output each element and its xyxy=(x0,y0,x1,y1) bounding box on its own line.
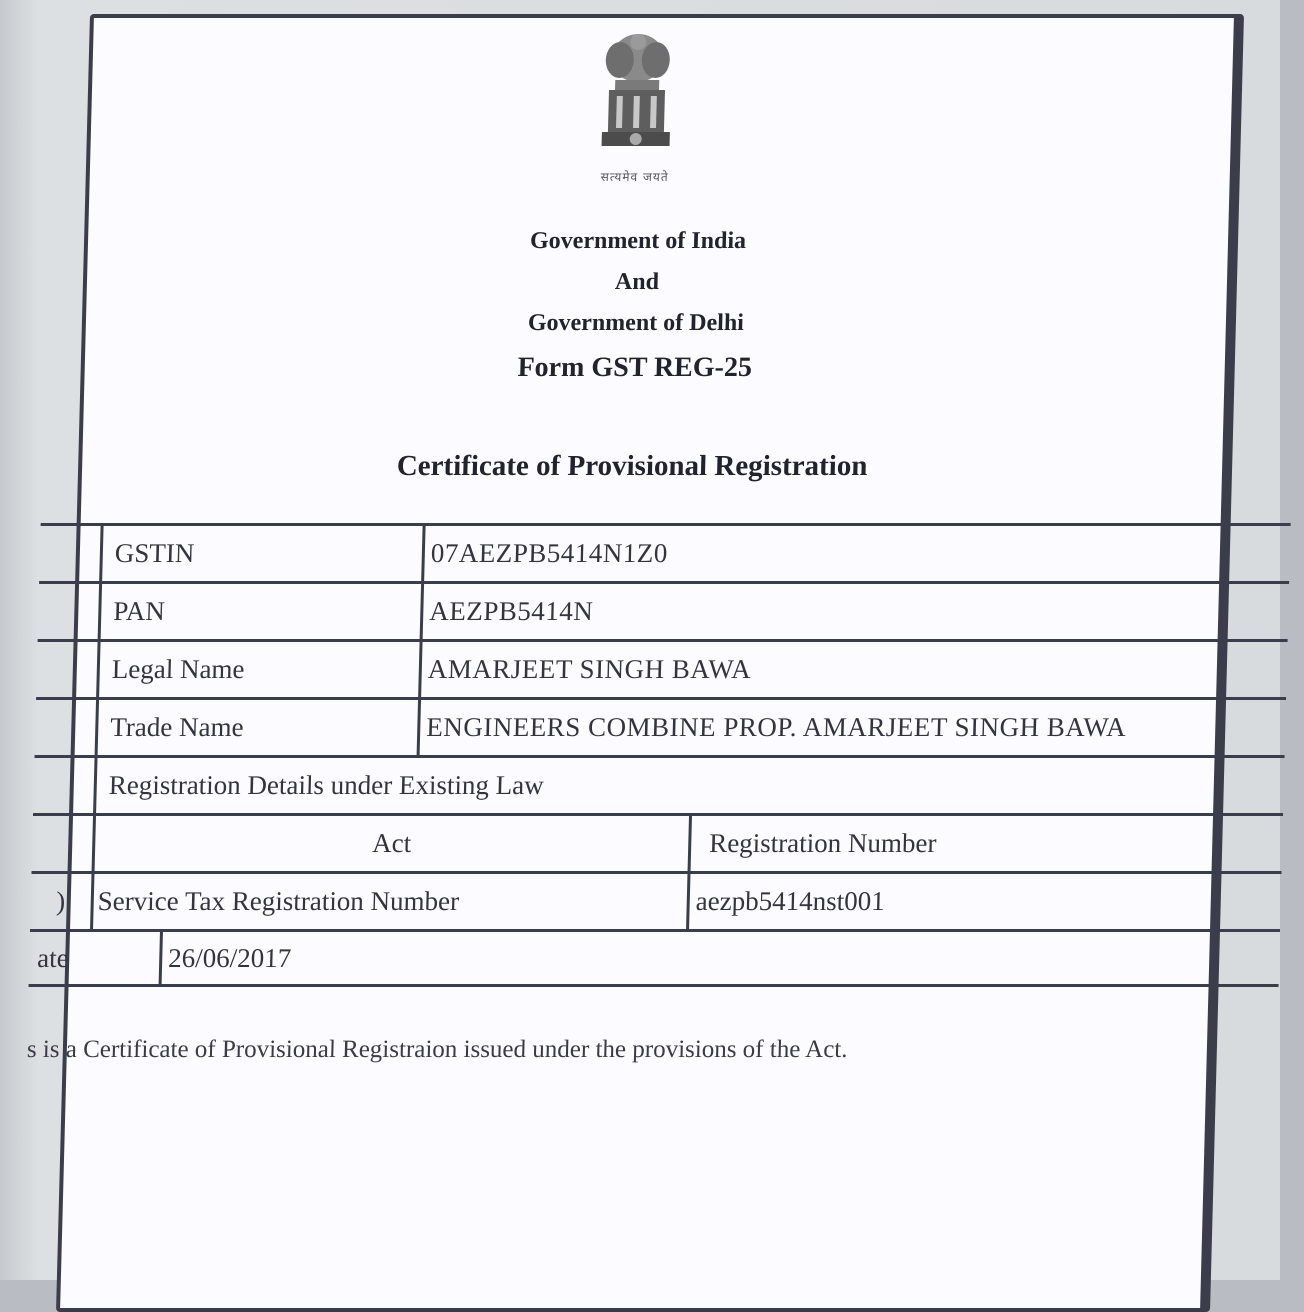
table-row-service-tax xyxy=(30,871,1282,929)
govt-delhi-heading: Government of Delhi xyxy=(527,310,745,336)
gstin-label: GSTIN xyxy=(99,526,422,581)
row-number xyxy=(38,584,99,639)
certificate-footer-note: s is a Certificate of Provisional Registraion issued under the provisions of the Act. xyxy=(26,1036,848,1063)
table-row-legal-name xyxy=(36,639,1288,697)
gstin-value: 07AEZPB5414N1Z0 xyxy=(421,526,1290,581)
service-tax-regno: aezpb5414nst001 xyxy=(686,874,1281,929)
regno-column-header: Registration Number xyxy=(688,816,1283,871)
existing-law-title: Registration Details under Existing Law xyxy=(93,758,1284,813)
table-row-gstin xyxy=(39,523,1291,581)
service-tax-act: Service Tax Registration Number xyxy=(90,874,687,929)
row-number xyxy=(36,642,97,697)
and-heading: And xyxy=(614,269,660,295)
trade-name-label: Trade Name xyxy=(95,700,418,755)
row-number xyxy=(32,816,93,871)
table-row-existing-law-header xyxy=(32,813,1284,871)
table-row-trade-name xyxy=(35,697,1287,755)
entry-number: ) xyxy=(55,886,66,916)
emblem-motto: सत्यमेव जयते xyxy=(600,170,669,184)
document-screen xyxy=(26,14,1244,1312)
row-number xyxy=(35,700,96,755)
pan-value: AEZPB5414N xyxy=(420,584,1289,639)
table-row-existing-law xyxy=(33,755,1285,813)
row-number xyxy=(39,526,100,581)
pan-label: PAN xyxy=(98,584,421,639)
registration-table xyxy=(29,523,1291,987)
govt-india-heading: Government of India xyxy=(529,228,747,254)
form-title: Form GST REG-25 xyxy=(517,352,753,383)
trade-name-value: ENGINEERS COMBINE PROP. AMARJEET SINGH BAWA xyxy=(417,700,1286,755)
legal-name-value: AMARJEET SINGH BAWA xyxy=(418,642,1287,697)
table-row-date xyxy=(29,929,1281,987)
certificate-title: Certificate of Provisional Registration xyxy=(396,450,868,482)
date-label: ate xyxy=(36,942,70,973)
legal-name-label: Legal Name xyxy=(96,642,419,697)
state-emblem xyxy=(585,24,689,185)
row-number xyxy=(33,758,94,813)
act-column-header: Act xyxy=(92,816,689,871)
certificate-page xyxy=(26,18,1234,1308)
table-row-pan xyxy=(38,581,1290,639)
date-value: 26/06/2017 xyxy=(159,932,1280,984)
ashoka-emblem-icon xyxy=(587,24,687,164)
